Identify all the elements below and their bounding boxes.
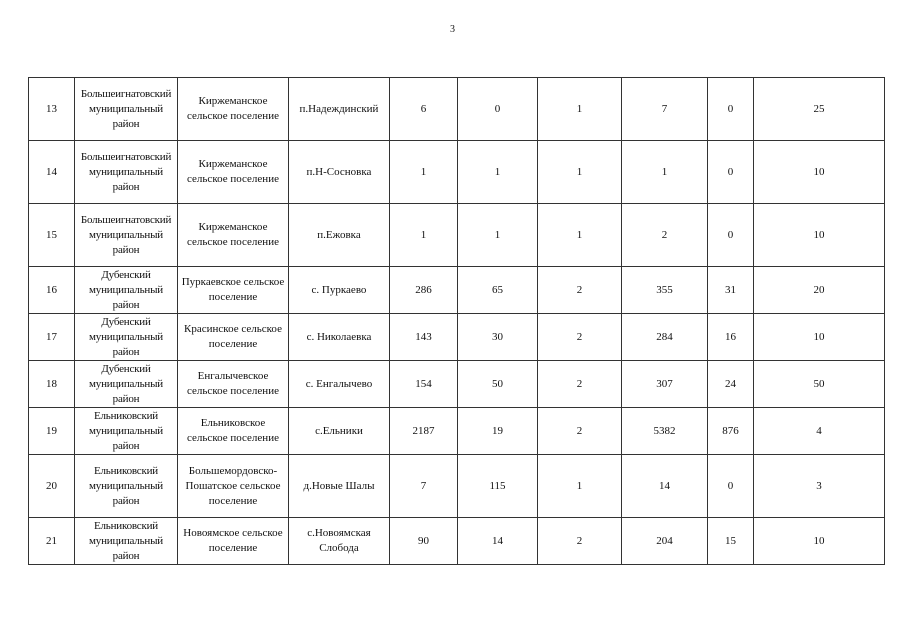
value-col6-cell: 50 [754, 361, 885, 408]
value-col1-cell: 143 [390, 314, 458, 361]
value-col5-cell: 0 [708, 141, 754, 204]
value-col5-cell: 876 [708, 408, 754, 455]
value-col2-cell: 115 [458, 455, 538, 518]
district-cell: Дубенский муниципальный район [75, 361, 178, 408]
settlement-cell: Киржеманское сельское поселение [178, 204, 289, 267]
value-col5-cell: 0 [708, 455, 754, 518]
settlement-cell: Новоямское сельское поселение [178, 518, 289, 565]
value-col6-cell: 10 [754, 518, 885, 565]
district-cell: Ельниковский муниципальный район [75, 518, 178, 565]
value-col4-cell: 204 [622, 518, 708, 565]
value-col3-cell: 2 [538, 267, 622, 314]
value-col6-cell: 25 [754, 78, 885, 141]
value-col5-cell: 15 [708, 518, 754, 565]
value-col6-cell: 20 [754, 267, 885, 314]
district-cell: Дубенский муниципальный район [75, 267, 178, 314]
value-col1-cell: 7 [390, 455, 458, 518]
value-col2-cell: 30 [458, 314, 538, 361]
value-col4-cell: 5382 [622, 408, 708, 455]
row-number-cell: 17 [29, 314, 75, 361]
value-col1-cell: 286 [390, 267, 458, 314]
district-cell: Большеигнатовский муниципальный район [75, 141, 178, 204]
locality-cell: п.Ежовка [289, 204, 390, 267]
value-col2-cell: 1 [458, 141, 538, 204]
value-col3-cell: 2 [538, 518, 622, 565]
locality-cell: п.Н-Сосновка [289, 141, 390, 204]
district-cell: Ельниковский муниципальный район [75, 408, 178, 455]
value-col1-cell: 1 [390, 204, 458, 267]
table-row [29, 518, 885, 565]
table-row [29, 455, 885, 518]
row-number-cell: 20 [29, 455, 75, 518]
row-number-cell: 18 [29, 361, 75, 408]
value-col2-cell: 50 [458, 361, 538, 408]
settlement-cell: Пуркаевское сельское поселение [178, 267, 289, 314]
table-row [29, 141, 885, 204]
row-number-cell: 13 [29, 78, 75, 141]
value-col4-cell: 7 [622, 78, 708, 141]
settlement-cell: Киржеманское сельское поселение [178, 78, 289, 141]
district-cell: Ельниковский муниципальный район [75, 455, 178, 518]
value-col3-cell: 2 [538, 408, 622, 455]
settlement-cell: Киржеманское сельское поселение [178, 141, 289, 204]
value-col1-cell: 1 [390, 141, 458, 204]
value-col3-cell: 2 [538, 361, 622, 408]
value-col2-cell: 65 [458, 267, 538, 314]
value-col3-cell: 1 [538, 204, 622, 267]
value-col4-cell: 1 [622, 141, 708, 204]
value-col1-cell: 154 [390, 361, 458, 408]
district-cell: Дубенский муниципальный район [75, 314, 178, 361]
value-col5-cell: 0 [708, 204, 754, 267]
row-number-cell: 16 [29, 267, 75, 314]
table-row [29, 204, 885, 267]
row-number-cell: 21 [29, 518, 75, 565]
value-col5-cell: 16 [708, 314, 754, 361]
settlement-cell: Ельниковское сельское поселение [178, 408, 289, 455]
locality-cell: с. Пуркаево [289, 267, 390, 314]
settlement-cell: Красинское сельское поселение [178, 314, 289, 361]
value-col2-cell: 19 [458, 408, 538, 455]
value-col1-cell: 2187 [390, 408, 458, 455]
row-number-cell: 14 [29, 141, 75, 204]
value-col1-cell: 90 [390, 518, 458, 565]
settlement-cell: Большемордовско-Пошатское сельское поселение [178, 455, 289, 518]
value-col2-cell: 1 [458, 204, 538, 267]
locality-cell: п.Надеждинский [289, 78, 390, 141]
settlement-cell: Енгалычевское сельское поселение [178, 361, 289, 408]
locality-cell: с.Новоямская Слобода [289, 518, 390, 565]
table-body [29, 78, 885, 565]
value-col4-cell: 14 [622, 455, 708, 518]
page-number: 3 [450, 24, 455, 35]
value-col5-cell: 0 [708, 78, 754, 141]
table-row [29, 314, 885, 361]
table-row [29, 361, 885, 408]
value-col2-cell: 14 [458, 518, 538, 565]
locality-cell: д.Новые Шалы [289, 455, 390, 518]
value-col1-cell: 6 [390, 78, 458, 141]
value-col6-cell: 4 [754, 408, 885, 455]
value-col3-cell: 1 [538, 78, 622, 141]
row-number-cell: 15 [29, 204, 75, 267]
value-col6-cell: 3 [754, 455, 885, 518]
value-col2-cell: 0 [458, 78, 538, 141]
value-col3-cell: 2 [538, 314, 622, 361]
locality-cell: с.Ельники [289, 408, 390, 455]
value-col3-cell: 1 [538, 141, 622, 204]
table-row [29, 78, 885, 141]
district-cell: Большеигнатовский муниципальный район [75, 204, 178, 267]
table-row [29, 267, 885, 314]
value-col4-cell: 307 [622, 361, 708, 408]
table-row [29, 408, 885, 455]
value-col4-cell: 284 [622, 314, 708, 361]
locality-cell: с. Енгалычево [289, 361, 390, 408]
value-col6-cell: 10 [754, 141, 885, 204]
value-col6-cell: 10 [754, 204, 885, 267]
locality-cell: с. Николаевка [289, 314, 390, 361]
value-col6-cell: 10 [754, 314, 885, 361]
value-col5-cell: 24 [708, 361, 754, 408]
value-col3-cell: 1 [538, 455, 622, 518]
value-col5-cell: 31 [708, 267, 754, 314]
district-cell: Большеигнатовский муниципальный район [75, 78, 178, 141]
value-col4-cell: 355 [622, 267, 708, 314]
value-col4-cell: 2 [622, 204, 708, 267]
row-number-cell: 19 [29, 408, 75, 455]
data-table [28, 77, 885, 565]
